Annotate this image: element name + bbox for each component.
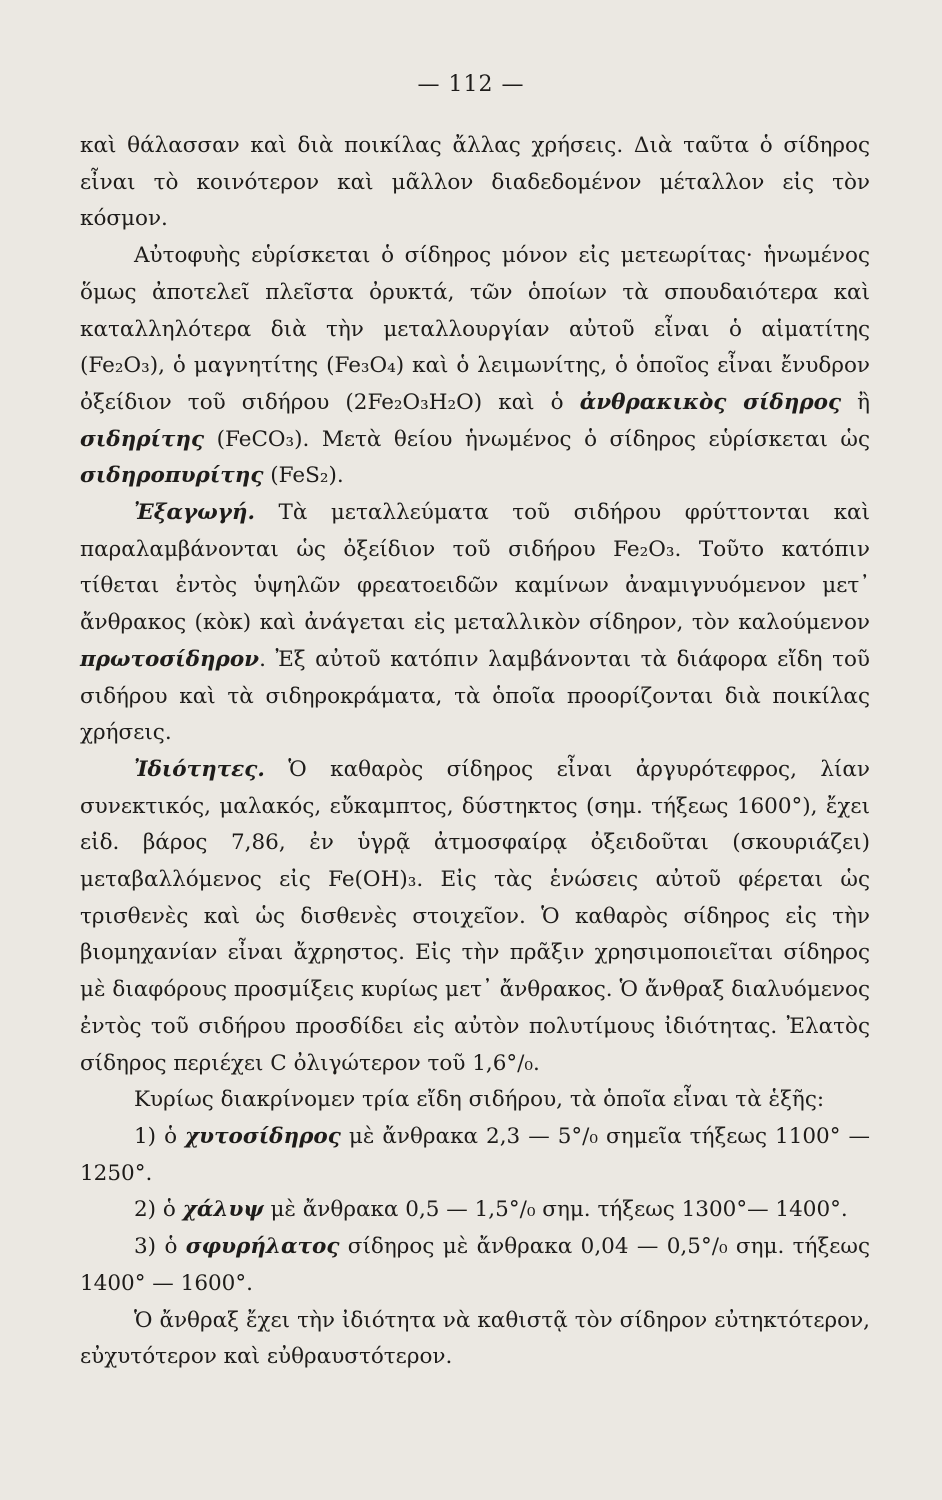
paragraph-occurrence	[80, 238, 870, 495]
section-heading-properties: Ἰδιότητες.	[134, 756, 265, 782]
list-item-cast-iron	[80, 1119, 870, 1192]
term-siderite: σιδηρίτης	[80, 426, 205, 452]
list-text: μὲ ἄνθρακα 0,5 — 1,5°/₀ σημ. τήξεως 1300°— 1400°.	[263, 1197, 848, 1223]
list-number: 1) ὁ	[134, 1123, 186, 1149]
paragraph-text: (FeCO₃). Μετὰ θείου ἡνωμένος ὁ σίδηρος εὑρίσκεται ὡς	[204, 426, 870, 452]
section-heading-extraction: Ἐξαγωγή.	[134, 500, 255, 526]
paragraph-text: Ὁ καθαρὸς σίδηρος εἶναι ἀργυρότεφρος, λίαν συνεκτικός, μαλακός, εὔκαμπτος, δύστηκτος (σημ. τήξεως 1600°), ἔχει εἰδ. βάρος 7,86, ἐν ὑγρᾷ ἀτμοσφαίρᾳ ὀξειδοῦται (σκουριάζει) μεταβαλλόμενος εἰς Fe(OH)₃. Εἰς τὰς ἑνώσεις αὐτοῦ φέρεται ὡς τρισθενὲς καὶ ὡς δισθενὲς στοιχεῖον. Ὁ καθαρὸς σίδηρος εἰς τὴν βιομηχανίαν εἶναι ἄχρηστος. Εἰς τὴν πρᾶξιν χρησιμοποιεῖται σίδηρος μὲ διαφόρους προσμίξεις κυρίως μετ᾽ ἄνθρακος. Ὁ ἄνθραξ διαλυόμενος ἐντὸς τοῦ σιδήρου προσδίδει εἰς αὐτὸν πολυτίμους ἰδιότητας. Ἐλατὸς σίδηρος περιέχει C ὀλιγώτερον τοῦ 1,6°/₀.	[80, 756, 870, 1076]
paragraph-text: Τὰ μεταλλεύματα τοῦ σιδήρου φρύττονται καὶ παραλαμβάνονται ὡς ὀξείδιον τοῦ σιδήρου Fe₂O₃. Τοῦτο κατόπιν τίθεται ἐντὸς ὑψηλῶν φρεατοειδῶν καμίνων ἀναμιγνυόμενον μετ᾽ ἄνθρακος (κὸκ) καὶ ἀνάγεται εἰς μεταλλικὸν σίδηρον, τὸν καλούμενον	[80, 500, 870, 636]
body-text	[80, 128, 870, 1376]
paragraph-types-intro: Κυρίως διακρίνομεν τρία εἴδη σιδήρου, τὰ ὁποῖα εἶναι τὰ ἑξῆς:	[134, 1087, 825, 1113]
paragraph-extraction	[80, 495, 870, 752]
page-number: — 112 —	[417, 72, 525, 97]
list-item-wrought-iron	[80, 1229, 870, 1302]
paragraph-continuation: καὶ θάλασσαν καὶ διὰ ποικίλας ἄλλας χρήσεις. Διὰ ταῦτα ὁ σίδηρος εἶναι τὸ κοινότερον καὶ μᾶλλον διαδεδομένον μέταλλον εἰς τὸν κόσμον.	[80, 133, 870, 232]
list-item-steel	[80, 1192, 870, 1229]
paragraph-text: (FeS₂).	[263, 463, 344, 489]
list-text: σίδηρος μὲ ἄνθρακα 0,04 — 0,5°/₀ σημ. τήξεως 1400° — 1600°.	[80, 1234, 870, 1296]
paragraph-text: . Ἐξ αὐτοῦ κατόπιν λαμβάνονται τὰ διάφορα εἴδη τοῦ σιδήρου καὶ τὰ σιδηροκράματα, τὰ ὁποῖα προορίζονται διὰ ποικίλας χρήσεις.	[80, 646, 870, 746]
paragraph-text: Αὐτοφυὴς εὑρίσκεται ὁ σίδηρος μόνον εἰς μετεωρίτας· ἡνωμένος ὅμως ἀποτελεῖ πλεῖστα ὀρυκτά, τῶν ὁποίων τὰ σπουδαιότερα καὶ καταλληλότερα διὰ τὴν μεταλλουργίαν αὐτοῦ εἶναι ὁ αἱματίτης (Fe₂O₃), ὁ μαγνητίτης (Fe₃O₄) καὶ ὁ λειμωνίτης, ὁ ὁποῖος εἶναι ἔνυδρον ὀξείδιον τοῦ σιδήρου (2Fe₂O₃H₂O) καὶ ὁ	[80, 243, 870, 415]
list-number: 2) ὁ	[134, 1197, 183, 1223]
list-number: 3) ὁ	[134, 1234, 186, 1260]
paragraph-text: ἢ	[841, 389, 870, 415]
term-siderite-carbonate: ἀνθρακικὸς σίδηρος	[579, 389, 842, 415]
term-steel: χάλυψ	[182, 1197, 264, 1223]
paragraph-carbon-effect: Ὁ ἄνθραξ ἔχει τὴν ἰδιότητα νὰ καθιστᾷ τὸν σίδηρον εὐτηκτότερον, εὐχυτότερον καὶ εὐθραυστότερον.	[80, 1307, 870, 1370]
paragraph-properties	[80, 752, 870, 1082]
list-text: μὲ ἄνθρακα 2,3 — 5°/₀ σημεῖα τήξεως 1100° — 1250°.	[80, 1123, 870, 1186]
term-wrought-iron: σφυρήλατος	[185, 1234, 340, 1260]
term-pyrite: σιδηροπυρίτης	[80, 463, 264, 489]
term-cast-iron: χυτοσίδηρος	[185, 1123, 341, 1149]
term-pig-iron: πρωτοσίδηρον	[80, 646, 260, 672]
